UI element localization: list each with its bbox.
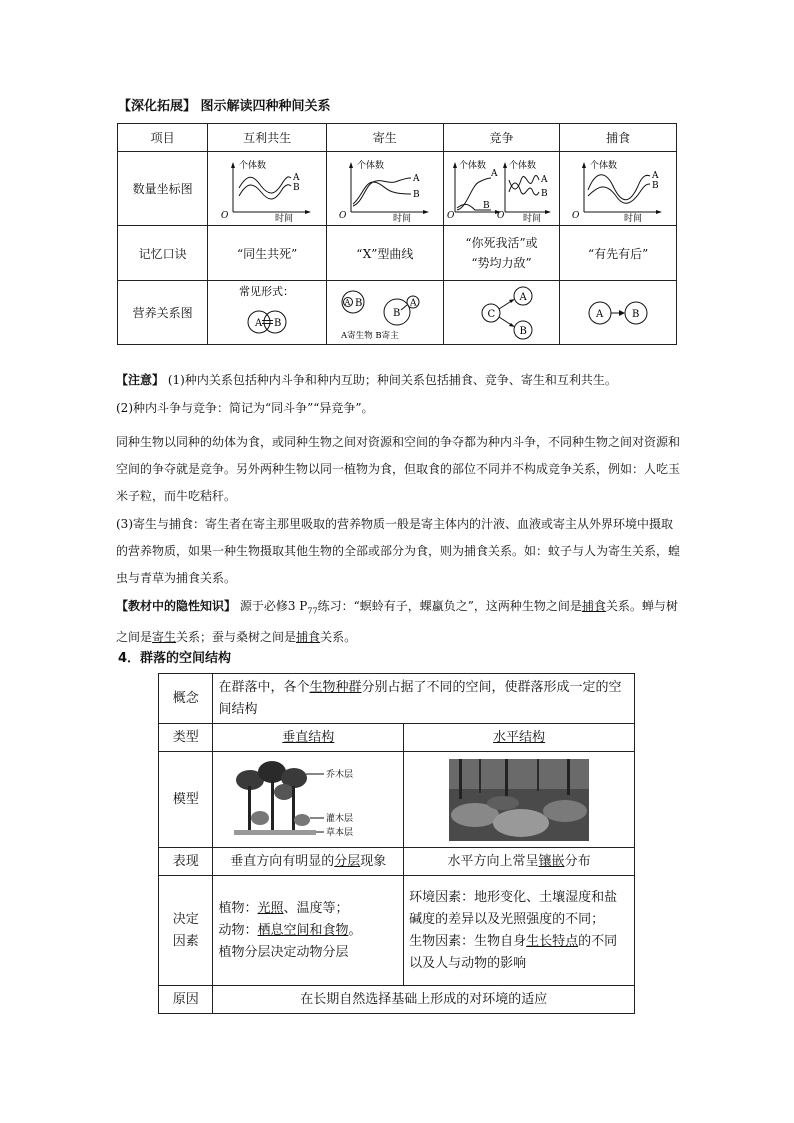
mnemonic-line: “你死我活”或 <box>465 236 538 250</box>
note-3: (3)寄生与捕食：寄生者在寄主那里吸取的营养物质一般是寄主体内的汁液、血液或寄主从外界环境中摄取的营养物质，如果一种生物摄取其他生物的全部或部分为食，则为捕食关系。如：蚊子与人为寄生关系，蝗虫与青草为捕食关系。 <box>116 517 681 585</box>
y-axis-label: 个体数 <box>239 160 267 171</box>
node-a-label: A <box>344 297 351 307</box>
horizontal-factor-cell <box>404 876 635 986</box>
section-heading: 【深化拓展】 图示解读四种种间关系 <box>118 99 331 114</box>
factor-line: 植物分层决定动物分层 <box>218 944 349 960</box>
x-arrow <box>423 210 429 214</box>
mosaic-vegetation-image <box>449 759 589 841</box>
predation-food-cell <box>560 281 677 345</box>
row-label: 模型 <box>159 752 213 848</box>
underlined-text: 镶嵌 <box>538 853 565 869</box>
text: 在群落中，各个 <box>218 679 310 695</box>
tree-trunk <box>292 786 295 834</box>
y-arrow-2 <box>503 162 507 168</box>
text: 现象 <box>360 853 387 869</box>
series-b-curve <box>588 184 650 203</box>
interspecific-relations-table <box>117 123 677 345</box>
table-row <box>159 986 635 1014</box>
text: 。 <box>348 922 362 938</box>
x-arrow-2 <box>545 210 551 214</box>
factor-line <box>218 898 398 920</box>
vegetation-patch <box>487 796 519 810</box>
table-row <box>118 281 677 345</box>
tree-trunk <box>271 780 274 834</box>
series-b-label: B <box>293 182 300 193</box>
series-b-label: B <box>483 200 491 211</box>
arrow-line <box>401 305 407 310</box>
mutualism-graph-cell <box>208 152 327 226</box>
origin-label: O <box>447 210 455 221</box>
horizontal-model-cell <box>404 752 635 848</box>
vertical-header <box>213 724 404 752</box>
text: 动物： <box>218 922 258 938</box>
concept-cell <box>213 674 635 724</box>
series-b-curve <box>353 182 411 204</box>
hidden-text: 关系。 <box>320 630 357 645</box>
node-b-label: B <box>632 308 640 320</box>
horizontal-header <box>404 724 635 752</box>
row-label: 营养关系图 <box>118 281 208 345</box>
table-row <box>118 226 677 281</box>
competition-food-diagram <box>451 284 551 342</box>
note-text: (1)种内关系包括种内斗争和种内互助；种间关系包括捕食、竞争、寄生和互利共生。 <box>167 373 617 387</box>
node-a-label-2: A <box>409 298 417 308</box>
node-c-label: C <box>487 308 496 320</box>
competition-food-cell <box>443 281 560 345</box>
node-b-label-2: B <box>392 307 401 319</box>
x-axis-label: 时间 <box>275 213 294 222</box>
parasitism-graph-cell <box>326 152 443 226</box>
vertical-show-cell <box>213 848 404 876</box>
series-b-label: B <box>412 189 420 200</box>
origin-label: O <box>338 210 347 221</box>
row-label: 概念 <box>159 674 213 724</box>
mutualism-graph <box>217 156 317 222</box>
parasitism-food-diagram <box>335 284 435 342</box>
x-axis-label: 时间 <box>523 213 542 222</box>
tree-trunk <box>567 759 570 795</box>
arrow-head <box>619 310 625 316</box>
text: 分布 <box>564 853 591 869</box>
y-arrow <box>453 162 457 168</box>
text: 分别占据了不同的空间，使群落形成一定的空间结构 <box>218 679 622 717</box>
vertical-model-cell <box>213 752 404 848</box>
hidden-head: 【教材中的隐性知识】 <box>116 599 237 613</box>
series-a-curve-2 <box>509 175 539 189</box>
vertical-factor-cell <box>213 876 404 986</box>
parasitism-graph <box>335 156 435 222</box>
tree-trunk <box>479 759 481 793</box>
mutualism-food-diagram <box>217 284 317 342</box>
row-label: 表现 <box>159 848 213 876</box>
page-subscript: 77 <box>307 606 318 616</box>
table-header-cell: 寄生 <box>326 124 443 152</box>
text: 垂直方向有明显的 <box>230 853 335 869</box>
hidden-text: 练习：“螟蛉有子，蜾蠃负之”，这两种生物之间是 <box>317 599 582 613</box>
table-row <box>159 724 635 752</box>
note-2-body: 同种生物以同种的幼体为食，或同种生物之间对资源和空间的争夺都为种内斗争，不同种生物之间对资源和空间的争夺就是竞争。另外两种生物以同一植物为食，但取食的部位不同并不构成竞争关系，例如：人吃玉米子粒，而牛吃秸秆。 <box>116 435 681 503</box>
node-a-label: A <box>255 317 263 329</box>
table-row <box>159 876 635 986</box>
tree-trunk <box>537 759 539 791</box>
mnemonic-predation: “有先有后” <box>560 226 677 281</box>
y-axis-label: 个体数 <box>459 160 487 171</box>
table-header-cell: 互利共生 <box>208 124 327 152</box>
shrub <box>251 811 269 825</box>
table-row <box>159 848 635 876</box>
herb-layer <box>234 830 316 835</box>
common-form-label: 常见形式： <box>239 284 295 298</box>
tree-crown <box>274 784 294 800</box>
underlined-text: 水平结构 <box>493 729 546 745</box>
y-axis-label-2: 个体数 <box>509 160 537 171</box>
underlined-text: 分层 <box>334 853 361 869</box>
parasite-caption: A寄生物 B寄主 <box>340 330 399 341</box>
note-1 <box>116 373 682 388</box>
y-arrow <box>349 162 353 168</box>
mnemonic-parasitism: “X”型曲线 <box>326 226 443 281</box>
node-a-label: A <box>519 291 528 303</box>
factor-line <box>218 920 398 942</box>
y-arrow <box>231 162 235 168</box>
answer-underline: 捕食 <box>296 630 321 645</box>
row-label: 记忆口诀 <box>118 226 208 281</box>
note-head: 【注意】 <box>116 373 165 387</box>
table-header-cell: 项目 <box>118 124 208 152</box>
node-b-label: B <box>519 325 528 337</box>
origin-label-2: O <box>497 210 505 221</box>
series-a-label: A <box>293 172 300 183</box>
forest-layers-image <box>228 758 388 842</box>
tree-trunk <box>505 759 508 797</box>
tree-trunk <box>248 786 251 834</box>
shrub <box>294 814 310 826</box>
hidden-text: 源于必修3 P <box>239 599 308 613</box>
x-axis-label: 时间 <box>624 213 643 222</box>
table-row <box>118 152 677 226</box>
series-b-label: B <box>652 180 659 191</box>
row-label: 数量坐标图 <box>118 152 208 226</box>
series-a-label: A <box>491 168 498 179</box>
note-2: (2)种内斗争与竞争：简记为“同斗争”“异竞争”。 <box>116 401 374 415</box>
table-header-row <box>118 124 677 152</box>
x-arrow <box>305 210 311 214</box>
predation-food-diagram <box>568 284 668 342</box>
x-arrow <box>656 210 662 214</box>
predation-graph-cell <box>560 152 677 226</box>
row-label <box>159 876 213 986</box>
competition-graph <box>447 156 555 222</box>
node-a-label: A <box>596 308 604 320</box>
series-a-curve <box>588 174 650 199</box>
table-header-cell: 竞争 <box>443 124 560 152</box>
mnemonic-line: “势均力敌” <box>471 256 532 270</box>
predation-graph <box>568 156 668 222</box>
reason-cell: 在长期自然选择基础上形成的对环境的适应 <box>213 986 635 1014</box>
series-b-label-2: B <box>541 188 549 199</box>
table-header-cell: 捕食 <box>560 124 677 152</box>
y-arrow <box>582 162 586 168</box>
underlined-text: 垂直结构 <box>282 729 335 745</box>
herb-layer-label: 草本层 <box>326 827 354 838</box>
node-b-label: B <box>274 317 282 329</box>
vegetation-patch <box>493 809 549 837</box>
underlined-text: 光照 <box>257 900 284 916</box>
series-a-label: A <box>412 173 420 184</box>
table-row <box>159 674 635 724</box>
section-4-title: 4．群落的空间结构 <box>118 651 232 666</box>
answer-underline: 捕食 <box>581 599 606 613</box>
text: 的不同以及人与动物的影响 <box>409 933 618 971</box>
hidden-text: 关系。蝉与树之间是 <box>116 599 678 645</box>
label-line: 因素 <box>172 933 199 949</box>
competition-graph-cell <box>443 152 560 226</box>
text: 生物因素：生物自身 <box>409 933 527 949</box>
table-row <box>159 752 635 848</box>
tree-layer-label: 乔木层 <box>326 769 354 780</box>
underlined-text: 栖息空间和食物 <box>257 922 349 938</box>
row-label: 类型 <box>159 724 213 752</box>
origin-label: O <box>221 210 229 221</box>
series-b-curve <box>239 184 291 198</box>
text: 、温度等； <box>283 900 349 916</box>
underlined-text: 生物种群 <box>309 679 362 695</box>
mutualism-food-cell <box>208 281 327 345</box>
series-a-label-2: A <box>541 174 548 185</box>
y-axis-label: 个体数 <box>356 160 384 171</box>
mnemonic-competition <box>443 226 560 281</box>
origin-label: O <box>572 210 580 221</box>
series-a-curve <box>239 176 291 192</box>
node-b-label: B <box>354 297 363 309</box>
community-structure-table <box>158 673 635 1014</box>
vegetation-patch <box>543 800 587 822</box>
x-axis-label: 时间 <box>392 213 411 222</box>
label-line: 决定 <box>172 911 199 927</box>
answer-underline: 寄生 <box>152 630 177 645</box>
mnemonic-mutualism: “同生共死” <box>208 226 327 281</box>
underlined-text: 生长特点 <box>526 933 579 949</box>
text: 植物： <box>218 900 258 916</box>
series-a-label: A <box>652 170 659 181</box>
y-axis-label: 个体数 <box>590 160 618 171</box>
horizontal-show-cell <box>404 848 635 876</box>
row-label: 原因 <box>159 986 213 1014</box>
tree-trunk <box>459 759 462 799</box>
text: 水平方向上常呈 <box>447 853 539 869</box>
parasitism-food-cell <box>326 281 443 345</box>
hidden-text: 关系；蚕与桑树之间是 <box>176 630 297 645</box>
hidden-knowledge <box>116 593 682 651</box>
factor-line <box>409 931 629 975</box>
factor-line: 环境因素：地形变化、土壤湿度和盐碱度的差异以及光照强度的不同； <box>409 889 618 927</box>
shrub-layer-label: 灌木层 <box>326 813 354 824</box>
